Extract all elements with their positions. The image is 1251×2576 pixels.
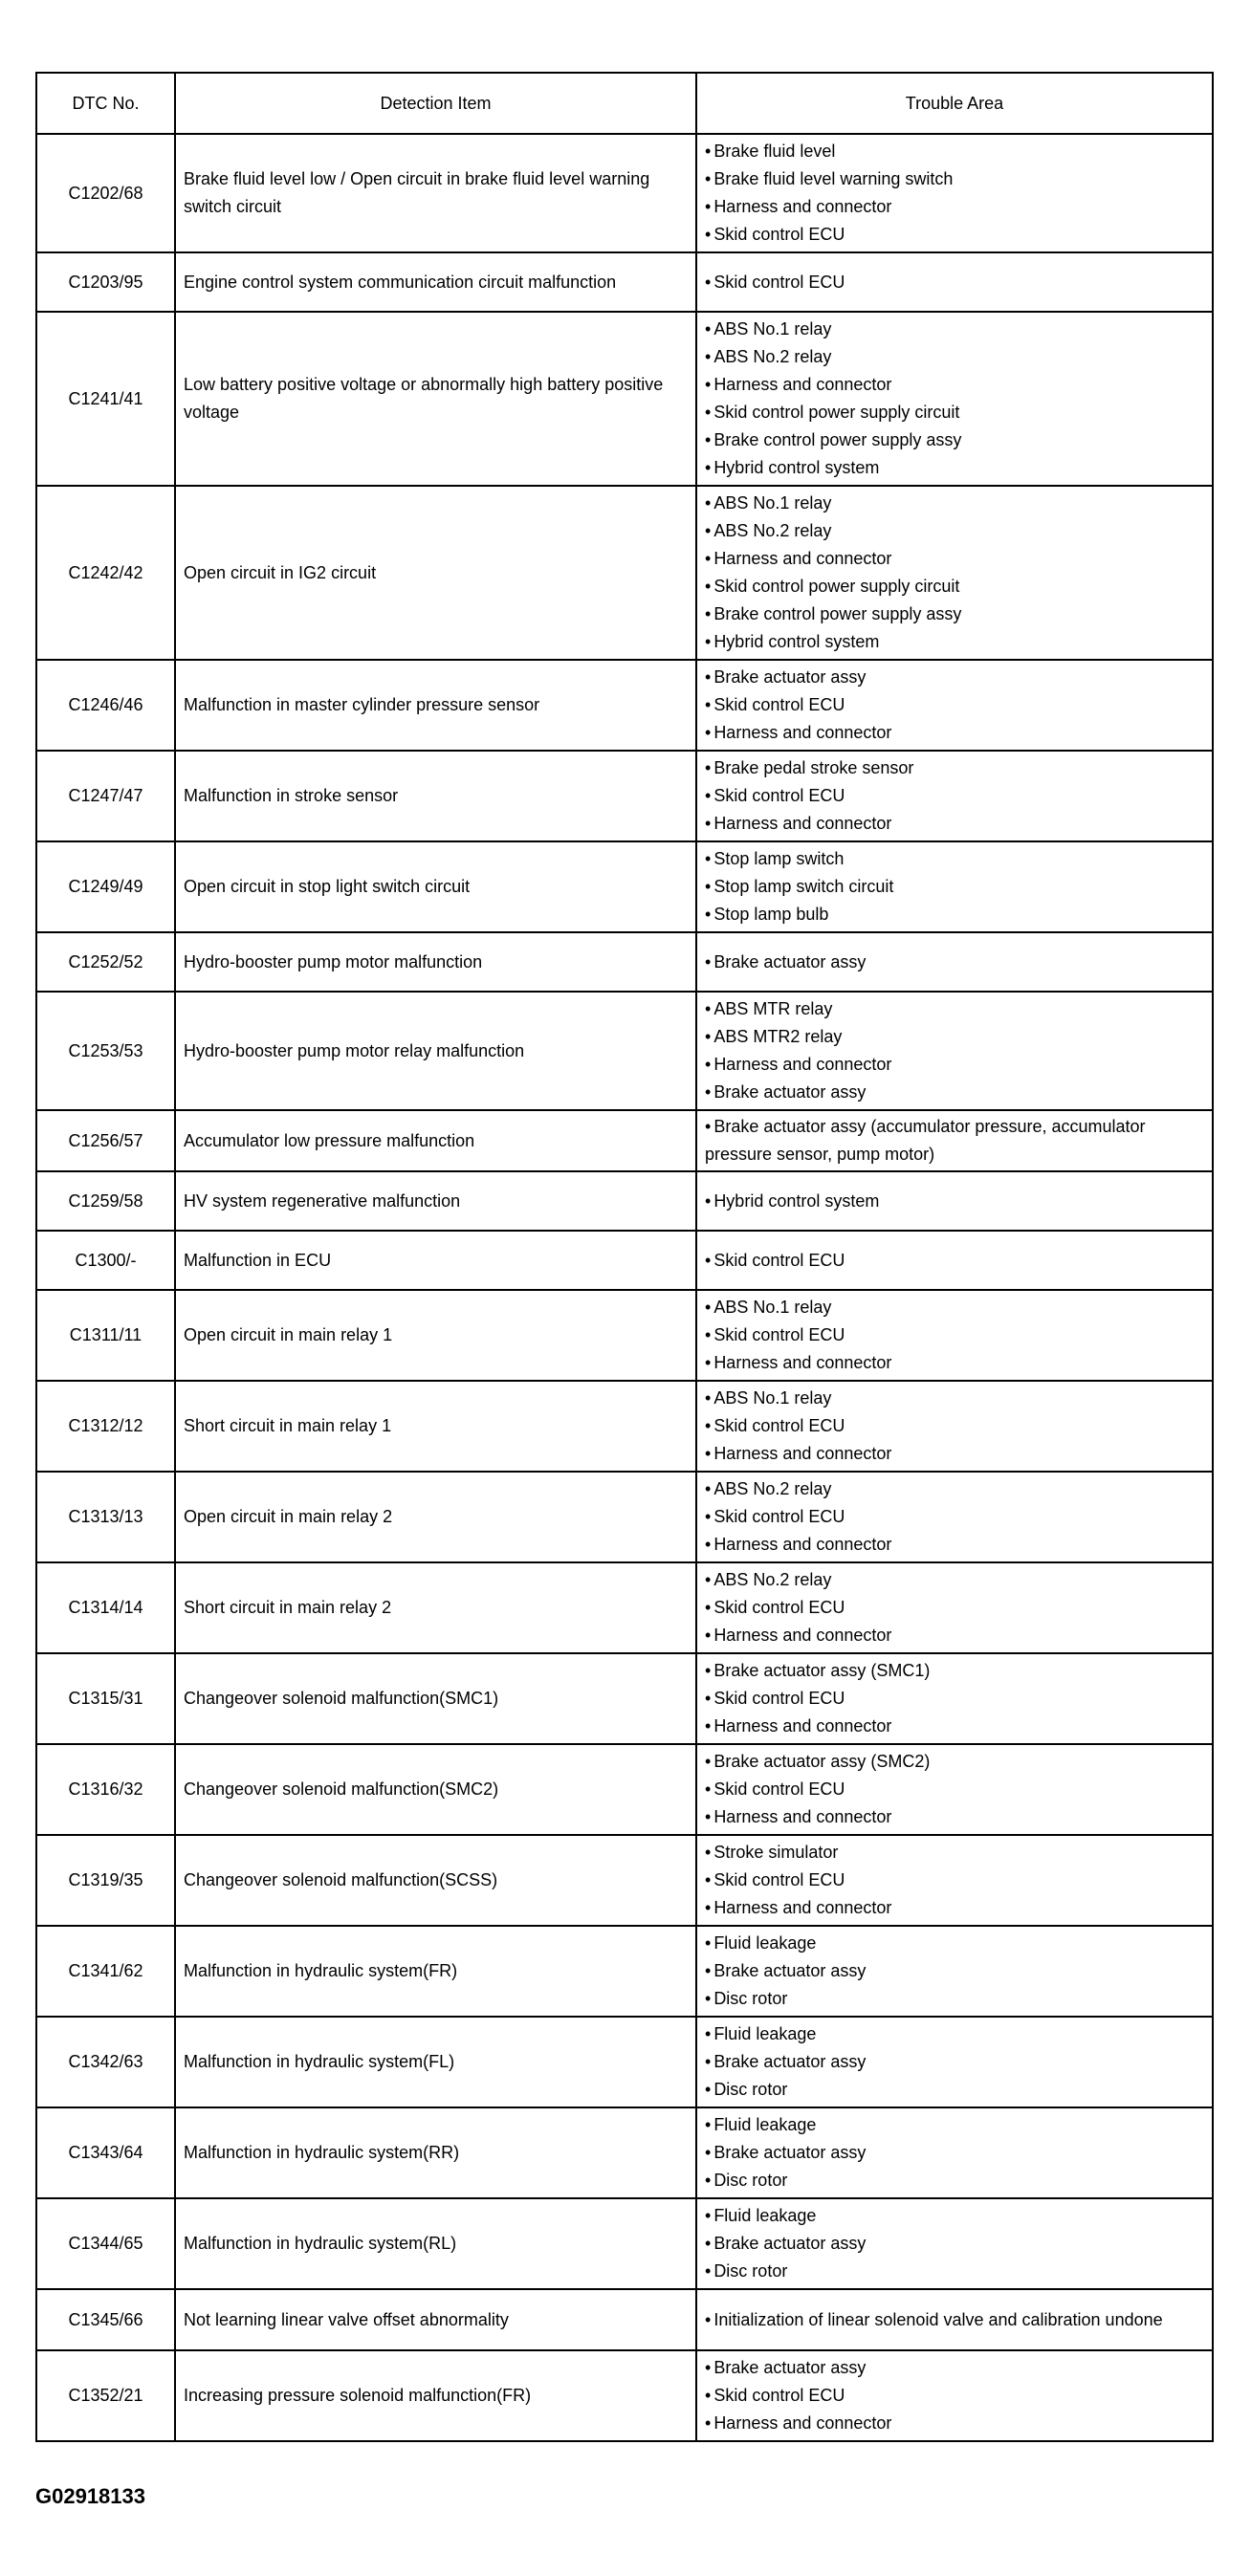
trouble-area-item: • Brake control power supply assy <box>705 426 1204 454</box>
trouble-area-item: • Skid control ECU <box>705 1594 1204 1622</box>
table-row <box>36 1472 1213 1562</box>
header-dtc-no: DTC No. <box>36 73 175 134</box>
trouble-area-item: • Disc rotor <box>705 2258 1204 2285</box>
trouble-area-item: • Skid control power supply circuit <box>705 573 1204 600</box>
dtc-code-cell: C1319/35 <box>36 1835 175 1926</box>
table-row <box>36 2350 1213 2441</box>
dtc-code-cell: C1315/31 <box>36 1653 175 1744</box>
trouble-area-item: • Stop lamp switch circuit <box>705 873 1204 901</box>
trouble-area-item: • Brake actuator assy <box>705 2048 1204 2076</box>
detection-item-cell: HV system regenerative malfunction <box>175 1171 696 1231</box>
trouble-area-item: • ABS No.1 relay <box>705 1385 1204 1412</box>
dtc-code-cell: C1252/52 <box>36 932 175 992</box>
detection-item-cell: Short circuit in main relay 1 <box>175 1381 696 1472</box>
detection-item-cell: Hydro-booster pump motor relay malfunction <box>175 992 696 1110</box>
trouble-area-cell <box>696 1562 1213 1653</box>
header-row <box>36 73 1213 134</box>
header-trouble-area: Trouble Area <box>696 73 1213 134</box>
trouble-area-item: • Skid control ECU <box>705 1412 1204 1440</box>
detection-item-cell: Low battery positive voltage or abnormally high battery positive voltage <box>175 312 696 486</box>
trouble-area-item: • Skid control ECU <box>705 691 1204 719</box>
trouble-area-item: • Brake pedal stroke sensor <box>705 754 1204 782</box>
table-row <box>36 134 1213 252</box>
detection-item-cell: Short circuit in main relay 2 <box>175 1562 696 1653</box>
dtc-code-cell: C1241/41 <box>36 312 175 486</box>
table-row <box>36 1653 1213 1744</box>
figure-id: G02918133 <box>35 2484 145 2508</box>
dtc-code-cell: C1203/95 <box>36 252 175 312</box>
trouble-area-cell <box>696 932 1213 992</box>
detection-item-cell: Malfunction in ECU <box>175 1231 696 1290</box>
trouble-area-item: • Harness and connector <box>705 2410 1204 2437</box>
trouble-area-item: • ABS No.1 relay <box>705 316 1204 343</box>
detection-item-cell: Changeover solenoid malfunction(SMC1) <box>175 1653 696 1744</box>
trouble-area-cell <box>696 252 1213 312</box>
detection-item-cell: Increasing pressure solenoid malfunction(FR) <box>175 2350 696 2441</box>
table-row <box>36 1926 1213 2017</box>
trouble-area-cell <box>696 992 1213 1110</box>
trouble-area-cell <box>696 1290 1213 1381</box>
trouble-area-item: • Brake actuator assy <box>705 949 1204 976</box>
trouble-area-cell <box>696 312 1213 486</box>
trouble-area-item: • Skid control ECU <box>705 1503 1204 1531</box>
trouble-area-item: • Skid control ECU <box>705 1321 1204 1349</box>
table-header <box>36 73 1213 134</box>
trouble-area-item: • Fluid leakage <box>705 2111 1204 2139</box>
trouble-area-item: • Skid control ECU <box>705 2382 1204 2410</box>
trouble-area-item: • Stop lamp bulb <box>705 901 1204 928</box>
trouble-area-item: • Harness and connector <box>705 1622 1204 1649</box>
detection-item-cell: Open circuit in main relay 2 <box>175 1472 696 1562</box>
trouble-area-cell <box>696 2198 1213 2289</box>
trouble-area-item: • Harness and connector <box>705 1803 1204 1831</box>
table-row <box>36 1381 1213 1472</box>
detection-item-cell: Malfunction in stroke sensor <box>175 751 696 841</box>
trouble-area-item: • ABS No.1 relay <box>705 1294 1204 1321</box>
detection-item-cell: Changeover solenoid malfunction(SCSS) <box>175 1835 696 1926</box>
trouble-area-cell <box>696 134 1213 252</box>
dtc-code-cell: C1313/13 <box>36 1472 175 1562</box>
dtc-code-cell: C1314/14 <box>36 1562 175 1653</box>
table-row <box>36 2198 1213 2289</box>
trouble-area-item: • Skid control ECU <box>705 221 1204 249</box>
dtc-code-cell: C1247/47 <box>36 751 175 841</box>
trouble-area-cell <box>696 1381 1213 1472</box>
detection-item-cell: Changeover solenoid malfunction(SMC2) <box>175 1744 696 1835</box>
header-detection-item: Detection Item <box>175 73 696 134</box>
trouble-area-item: • Harness and connector <box>705 1349 1204 1377</box>
trouble-area-item: • Brake actuator assy (SMC1) <box>705 1657 1204 1685</box>
trouble-area-cell <box>696 1835 1213 1926</box>
trouble-area-cell <box>696 660 1213 751</box>
trouble-area-item: • ABS No.2 relay <box>705 517 1204 545</box>
trouble-area-item: • Skid control ECU <box>705 1685 1204 1713</box>
detection-item-cell: Malfunction in master cylinder pressure sensor <box>175 660 696 751</box>
table-row <box>36 2107 1213 2198</box>
trouble-area-item: • Stroke simulator <box>705 1839 1204 1867</box>
table-row <box>36 1171 1213 1231</box>
trouble-area-item: • Brake actuator assy (accumulator pressure, accumulator pressure sensor, pump motor) <box>705 1113 1204 1168</box>
detection-item-cell: Brake fluid level low / Open circuit in brake fluid level warning switch circuit <box>175 134 696 252</box>
trouble-area-item: • Harness and connector <box>705 1894 1204 1922</box>
trouble-area-cell <box>696 486 1213 660</box>
table-row <box>36 252 1213 312</box>
detection-item-cell: Engine control system communication circuit malfunction <box>175 252 696 312</box>
trouble-area-item: • Disc rotor <box>705 2167 1204 2194</box>
trouble-area-item: • Brake fluid level <box>705 138 1204 165</box>
trouble-area-cell <box>696 751 1213 841</box>
detection-item-cell: Malfunction in hydraulic system(FL) <box>175 2017 696 2107</box>
trouble-area-item: • Skid control ECU <box>705 1867 1204 1894</box>
detection-item-cell: Open circuit in stop light switch circuit <box>175 841 696 932</box>
table-row <box>36 1835 1213 1926</box>
trouble-area-cell <box>696 841 1213 932</box>
detection-item-cell: Malfunction in hydraulic system(RR) <box>175 2107 696 2198</box>
table-row <box>36 751 1213 841</box>
dtc-code-cell: C1345/66 <box>36 2289 175 2350</box>
trouble-area-item: • ABS MTR2 relay <box>705 1023 1204 1051</box>
dtc-code-cell: C1311/11 <box>36 1290 175 1381</box>
trouble-area-item: • Hybrid control system <box>705 628 1204 656</box>
dtc-code-cell: C1316/32 <box>36 1744 175 1835</box>
dtc-code-cell: C1242/42 <box>36 486 175 660</box>
trouble-area-item: • Brake actuator assy <box>705 2139 1204 2167</box>
trouble-area-item: • Harness and connector <box>705 193 1204 221</box>
trouble-area-item: • Harness and connector <box>705 1713 1204 1740</box>
dtc-code-cell: C1202/68 <box>36 134 175 252</box>
trouble-area-item: • Skid control ECU <box>705 269 1204 296</box>
table-row <box>36 486 1213 660</box>
trouble-area-cell <box>696 1744 1213 1835</box>
trouble-area-cell <box>696 2017 1213 2107</box>
table-row <box>36 1231 1213 1290</box>
detection-item-cell: Open circuit in IG2 circuit <box>175 486 696 660</box>
trouble-area-item: • Brake control power supply assy <box>705 600 1204 628</box>
dtc-code-cell: C1300/- <box>36 1231 175 1290</box>
trouble-area-item: • Skid control ECU <box>705 1247 1204 1275</box>
table-row <box>36 841 1213 932</box>
trouble-area-cell <box>696 1110 1213 1171</box>
trouble-area-item: • Brake actuator assy <box>705 1079 1204 1106</box>
dtc-code-cell: C1249/49 <box>36 841 175 932</box>
trouble-area-item: • Hybrid control system <box>705 454 1204 482</box>
trouble-area-cell <box>696 2350 1213 2441</box>
dtc-code-cell: C1253/53 <box>36 992 175 1110</box>
trouble-area-item: • Brake actuator assy <box>705 664 1204 691</box>
trouble-area-cell <box>696 1653 1213 1744</box>
table-row <box>36 660 1213 751</box>
dtc-code-cell: C1256/57 <box>36 1110 175 1171</box>
trouble-area-item: • ABS No.2 relay <box>705 343 1204 371</box>
trouble-area-item: • Fluid leakage <box>705 2202 1204 2230</box>
dtc-code-cell: C1342/63 <box>36 2017 175 2107</box>
table-row <box>36 1110 1213 1171</box>
trouble-area-item: • Harness and connector <box>705 1440 1204 1468</box>
trouble-area-item: • Fluid leakage <box>705 1930 1204 1957</box>
dtc-code-cell: C1246/46 <box>36 660 175 751</box>
trouble-area-item: • Disc rotor <box>705 2076 1204 2104</box>
dtc-code-cell: C1343/64 <box>36 2107 175 2198</box>
trouble-area-item: • Skid control power supply circuit <box>705 399 1204 426</box>
detection-item-cell: Hydro-booster pump motor malfunction <box>175 932 696 992</box>
trouble-area-item: • Skid control ECU <box>705 1776 1204 1803</box>
trouble-area-cell <box>696 1231 1213 1290</box>
table-row <box>36 312 1213 486</box>
dtc-code-cell: C1352/21 <box>36 2350 175 2441</box>
detection-item-cell: Malfunction in hydraulic system(FR) <box>175 1926 696 2017</box>
detection-item-cell: Open circuit in main relay 1 <box>175 1290 696 1381</box>
detection-item-cell: Not learning linear valve offset abnormality <box>175 2289 696 2350</box>
trouble-area-item: • Fluid leakage <box>705 2020 1204 2048</box>
table-row <box>36 1290 1213 1381</box>
trouble-area-cell <box>696 1171 1213 1231</box>
table-body <box>36 134 1213 2441</box>
dtc-code-cell: C1312/12 <box>36 1381 175 1472</box>
trouble-area-item: • Disc rotor <box>705 1985 1204 2013</box>
trouble-area-item: • Brake actuator assy <box>705 2230 1204 2258</box>
trouble-area-item: • Skid control ECU <box>705 782 1204 810</box>
trouble-area-item: • Brake actuator assy (SMC2) <box>705 1748 1204 1776</box>
table-row <box>36 1744 1213 1835</box>
trouble-area-item: • Brake actuator assy <box>705 1957 1204 1985</box>
dtc-code-cell: C1259/58 <box>36 1171 175 1231</box>
table-row <box>36 1562 1213 1653</box>
dtc-table <box>35 72 1214 2442</box>
trouble-area-cell <box>696 1472 1213 1562</box>
trouble-area-cell <box>696 2289 1213 2350</box>
table-row <box>36 2017 1213 2107</box>
trouble-area-item: • Harness and connector <box>705 371 1204 399</box>
trouble-area-item: • Brake actuator assy <box>705 2354 1204 2382</box>
table-row <box>36 2289 1213 2350</box>
table-row <box>36 992 1213 1110</box>
trouble-area-item: • Harness and connector <box>705 719 1204 747</box>
trouble-area-item: • Stop lamp switch <box>705 845 1204 873</box>
detection-item-cell: Malfunction in hydraulic system(RL) <box>175 2198 696 2289</box>
trouble-area-item: • ABS No.1 relay <box>705 490 1204 517</box>
trouble-area-cell <box>696 2107 1213 2198</box>
trouble-area-item: • ABS No.2 relay <box>705 1566 1204 1594</box>
trouble-area-item: • Harness and connector <box>705 1051 1204 1079</box>
detection-item-cell: Accumulator low pressure malfunction <box>175 1110 696 1171</box>
table-row <box>36 932 1213 992</box>
dtc-code-cell: C1344/65 <box>36 2198 175 2289</box>
trouble-area-item: • Harness and connector <box>705 810 1204 838</box>
trouble-area-item: • ABS MTR relay <box>705 995 1204 1023</box>
trouble-area-item: • Harness and connector <box>705 545 1204 573</box>
dtc-code-cell: C1341/62 <box>36 1926 175 2017</box>
trouble-area-item: • Hybrid control system <box>705 1188 1204 1215</box>
trouble-area-item: • Brake fluid level warning switch <box>705 165 1204 193</box>
trouble-area-cell <box>696 1926 1213 2017</box>
trouble-area-item: • Initialization of linear solenoid valve and calibration undone <box>705 2306 1204 2334</box>
trouble-area-item: • ABS No.2 relay <box>705 1475 1204 1503</box>
trouble-area-item: • Harness and connector <box>705 1531 1204 1559</box>
